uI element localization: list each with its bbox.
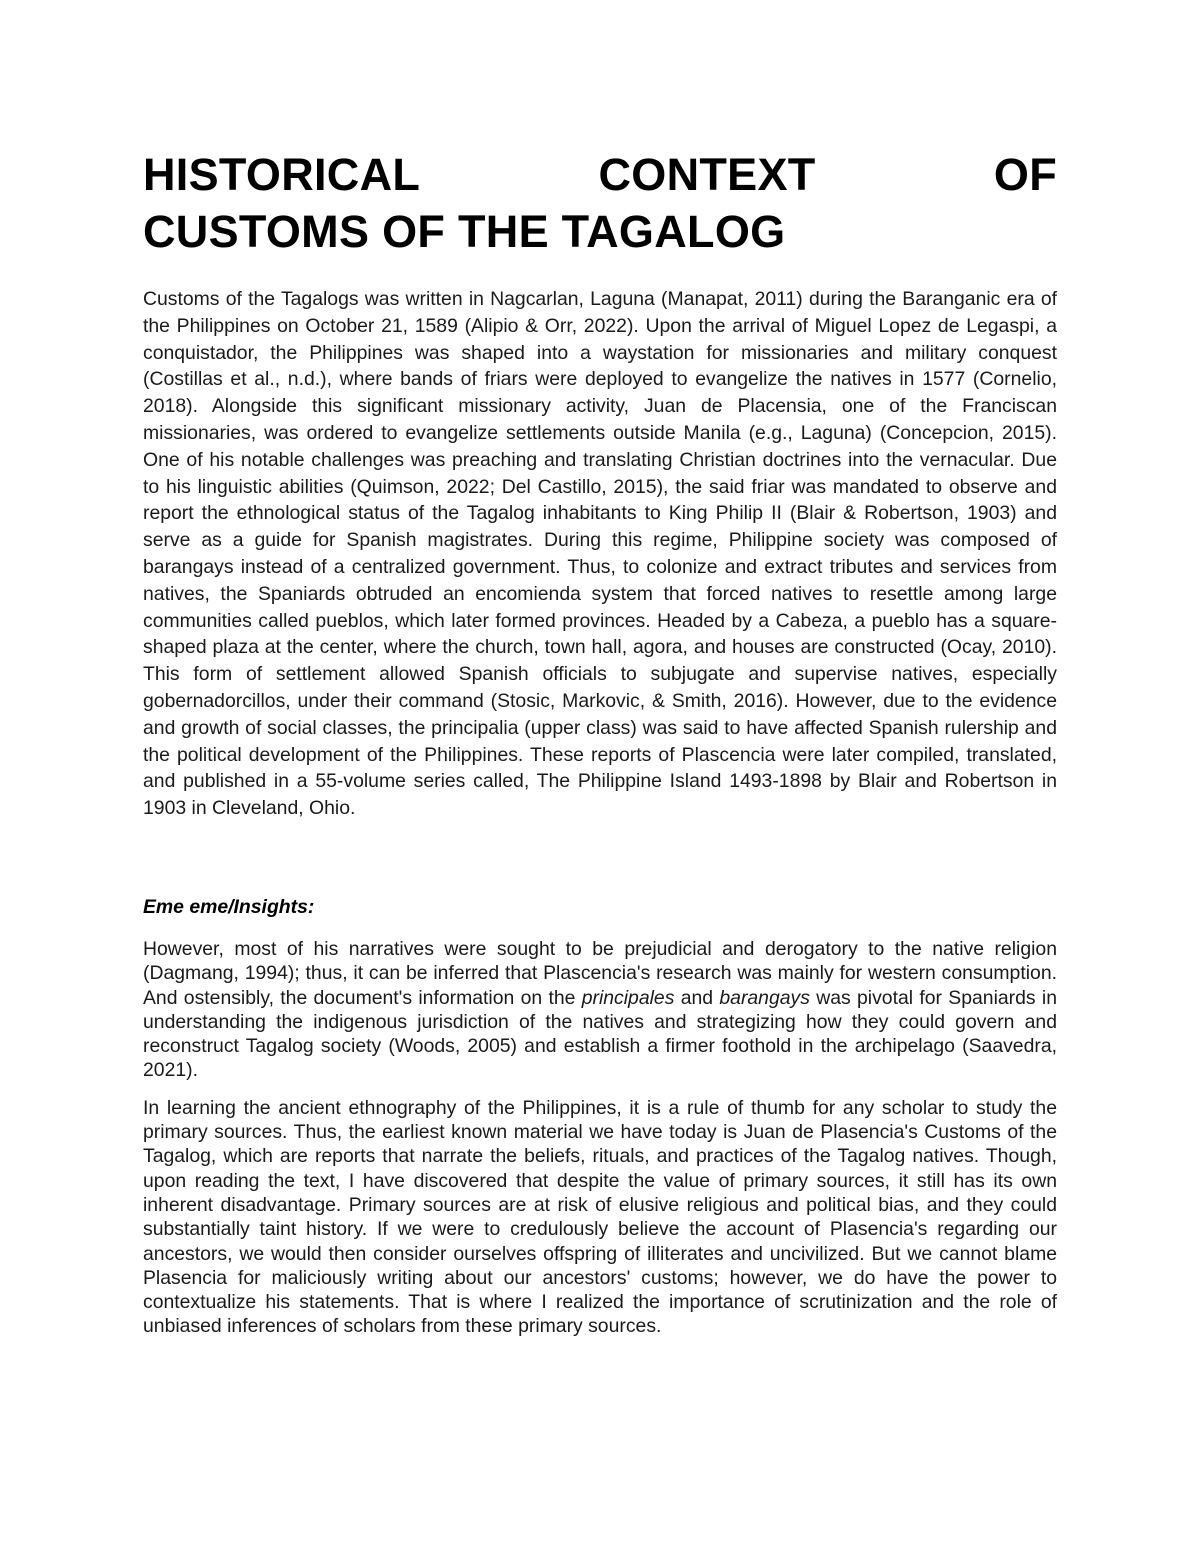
document-title xyxy=(143,146,1057,260)
insights-p1-text-c: was pivotal for Spaniards in understanding the indigenous jurisdiction of the natives and strategizing how they could govern and reconstruct Tagalog society (Woods, 2005) and establish a firmer foothold in the archipelago (Saavedra, 2021). xyxy=(143,986,1057,1082)
insights-subheading: Eme eme/Insights: xyxy=(143,895,315,918)
insights-paragraph-2: In learning the ancient ethnography of the Philippines, it is a rule of thumb for any scholar to study the primary sources. Thus, the earliest known material we have today is Juan de Plasencia's Customs of the Tagalog, which are reports that narrate the beliefs, rituals, and practices of the Tagalog natives. Though, upon reading the text, I have discovered that despite the value of primary sources, it still has its own inherent disadvantage. Primary sources are at risk of elusive religious and political bias, and they could substantially taint history. If we were to credulously believe the account of Plasencia's regarding our ancestors, we would then consider ourselves offspring of illiterates and uncivilized. But we cannot blame Plasencia for maliciously writing about our ancestors' customs; however, we do have the power to contextualize his statements. That is where I realized the importance of scrutinization and the role of unbiased inferences of scholars from these primary sources. xyxy=(143,1096,1057,1338)
title-word-of: OF xyxy=(993,149,1057,200)
insights-p1-text-a: However, most of his narratives were sought to be prejudicial and derogatory to the native religion (Dagmang, 1994); thus, it can be inferred that Plascencia's research was mainly for western consumption. And ostensibly, the document's information on the xyxy=(143,937,1057,1009)
title-word-context: CONTEXT xyxy=(598,149,816,200)
term-barangays: barangays xyxy=(719,986,810,1009)
term-principales: principales xyxy=(581,986,675,1009)
title-word-historical: HISTORICAL xyxy=(143,149,421,200)
insights-p1-text-b: and xyxy=(674,986,720,1009)
document-page xyxy=(143,146,1057,1339)
historical-context-paragraph: Customs of the Tagalogs was written in Nagcarlan, Laguna (Manapat, 2011) during the Baranganic era of the Philippines on October 21, 1589 (Alipio & Orr, 2022). Upon the arrival of Miguel Lopez de Legaspi, a conquistador, the Philippines was shaped into a waystation for missionaries and military conquest (Costillas et al., n.d.), where bands of friars were deployed to evangelize the natives in 1577 (Cornelio, 2018). Alongside this significant missionary activity, Juan de Placensia, one of the Franciscan missionaries, was ordered to evangelize settlements outside Manila (e.g., Laguna) (Concepcion, 2015). One of his notable challenges was preaching and translating Christian doctrines into the vernacular. Due to his linguistic abilities (Quimson, 2022; Del Castillo, 2015), the said friar was mandated to observe and report the ethnological status of the Tagalog inhabitants to King Philip II (Blair & Robertson, 1903) and serve as a guide for Spanish magistrates. During this regime, Philippine society was composed of barangays instead of a centralized government. Thus, to colonize and extract tributes and services from natives, the Spaniards obtruded an encomienda system that forced natives to resettle among large communities called pueblos, which later formed provinces. Headed by a Cabeza, a pueblo has a square-shaped plaza at the center, where the church, town hall, agora, and houses are constructed (Ocay, 2010). This form of settlement allowed Spanish officials to subjugate and supervise natives, especially gobernadorcillos, under their command (Stosic, Markovic, & Smith, 2016). However, due to the evidence and growth of social classes, the principalia (upper class) was said to have affected Spanish rulership and the political development of the Philippines. These reports of Plascencia were later compiled, translated, and published in a 55-volume series called, The Philippine Island 1493-1898 by Blair and Robertson in 1903 in Cleveland, Ohio. xyxy=(143,288,1057,820)
title-line-1 xyxy=(143,146,1057,203)
insights-paragraph-1 xyxy=(143,937,1057,1083)
title-line-2: CUSTOMS OF THE TAGALOG xyxy=(143,206,786,257)
